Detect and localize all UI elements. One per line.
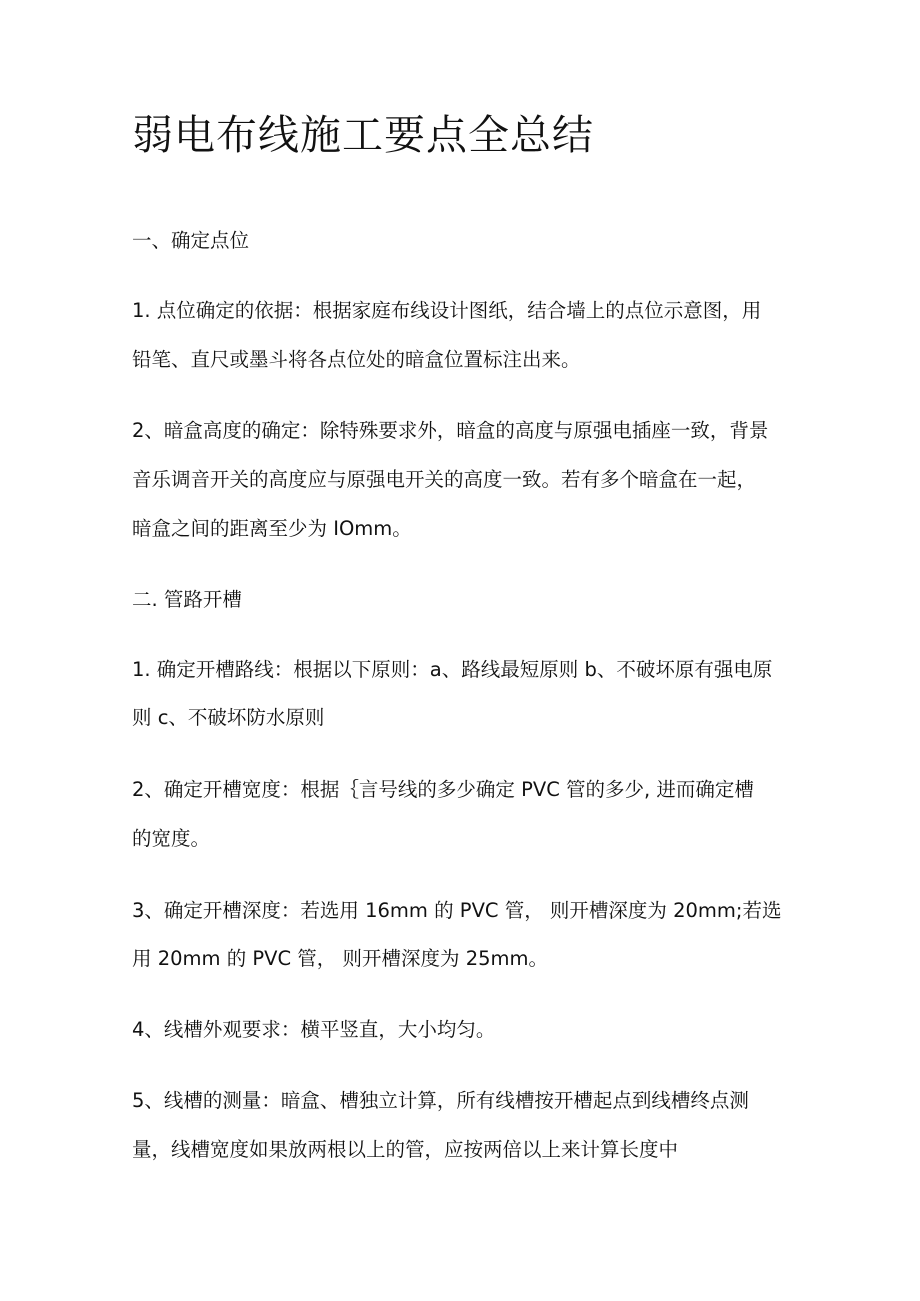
paragraph-line: 暗盒之间的距离至少为 IOmm。 <box>132 517 412 540</box>
paragraph-line: 1. 确定开槽路线：根据以下原则：a、路线最短原则 b、不破坏原有强电原 <box>132 658 773 681</box>
paragraph-line: 2、确定开槽宽度：根据｛言号线的多少确定 PVC 管的多少, 进而确定槽 <box>132 778 754 801</box>
document-title: 弱电布线施工要点全总结 <box>132 111 594 159</box>
paragraph-line: 1. 点位确定的依据：根据家庭布线设计图纸，结合墙上的点位示意图，用 <box>132 299 762 322</box>
section-heading-1: 一、确定点位 <box>132 229 250 252</box>
paragraph-line: 量，线槽宽度如果放两根以上的管，应按两倍以上来计算长度中 <box>132 1138 679 1161</box>
paragraph-line: 音乐调音开关的高度应与原强电开关的高度一致。若有多个暗盒在一起， <box>132 468 757 491</box>
paragraph-line: 则 c、不破坏防水原则 <box>132 706 325 729</box>
paragraph-line: 4、线槽外观要求：横平竖直，大小均匀。 <box>132 1018 496 1041</box>
paragraph-line: 2、暗盒高度的确定：除特殊要求外，暗盒的高度与原强电插座一致，背景 <box>132 419 769 442</box>
section-heading-2: 二. 管路开槽 <box>132 588 242 611</box>
paragraph-line: 的宽度。 <box>132 827 211 850</box>
paragraph-line: 5、线槽的测量：暗盒、槽独立计算，所有线槽按开槽起点到线槽终点测 <box>132 1089 749 1112</box>
paragraph-line: 铅笔、直尺或墨斗将各点位处的暗盒位置标注出来。 <box>132 348 581 371</box>
paragraph-line: 用 20mm 的 PVC 管， 则开槽深度为 25mm。 <box>132 947 549 970</box>
paragraph-line: 3、确定开槽深度：若选用 16mm 的 PVC 管， 则开槽深度为 20mm;若选 <box>132 899 782 922</box>
